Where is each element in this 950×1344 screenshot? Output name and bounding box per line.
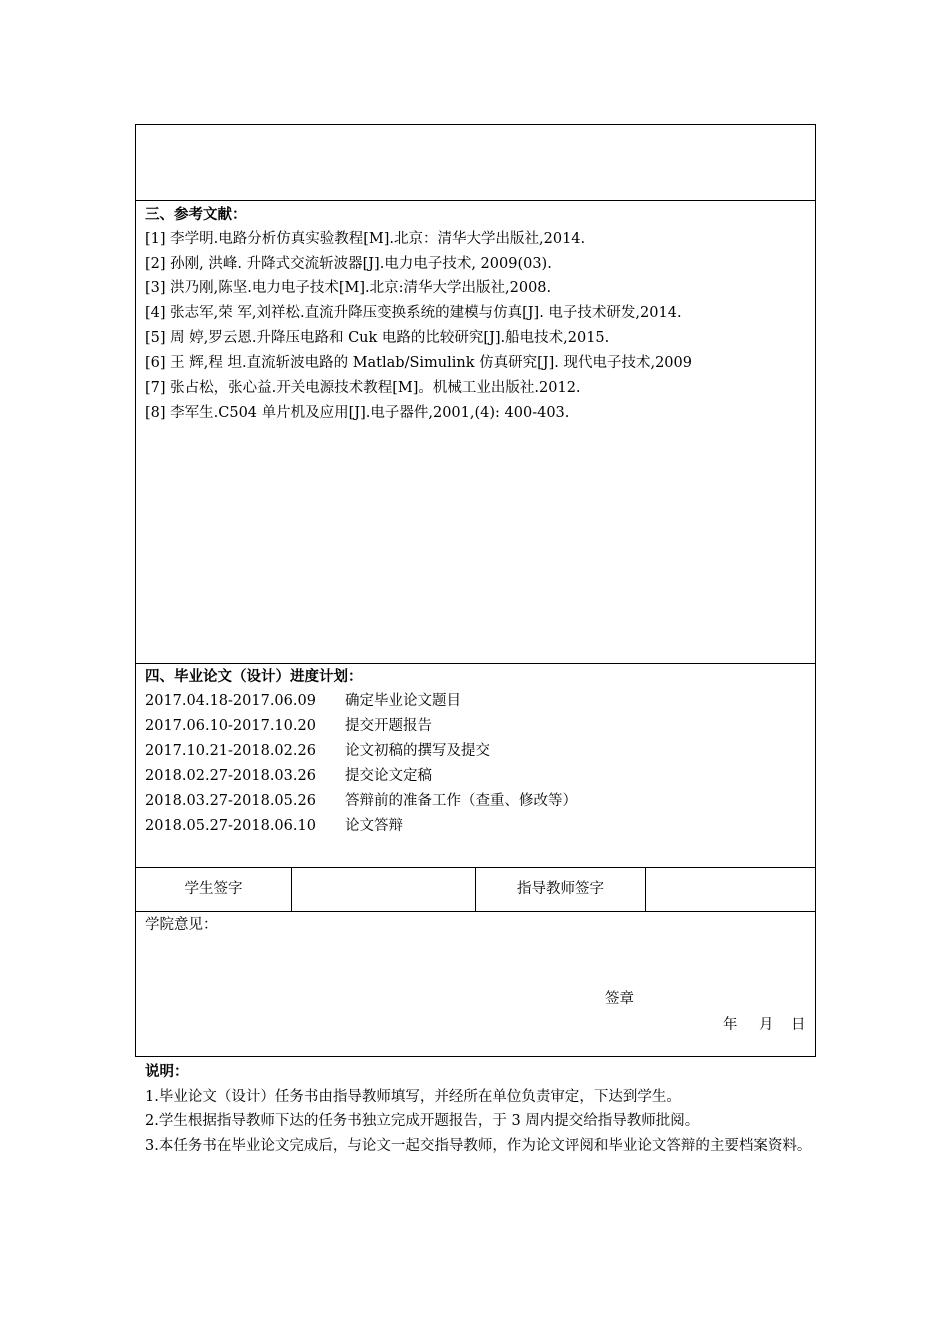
notes-heading: 说明： [145, 1063, 189, 1080]
reference-item: [1] 李学明.电路分析仿真实验教程[M].北京：清华大学出版社,2014. [145, 231, 586, 247]
task-form-table [135, 124, 816, 1057]
schedule-date: 2017.04.18-2017.06.09 [145, 693, 316, 709]
schedule-task: 论文初稿的撰写及提交 [345, 743, 490, 759]
student-signature-label: 学生签字 [184, 881, 243, 897]
divider [136, 200, 815, 201]
divider [645, 867, 646, 911]
schedule-task: 提交论文定稿 [345, 768, 432, 784]
schedule-date: 2017.10.21-2018.02.26 [145, 743, 316, 759]
reference-item: [5] 周 婷,罗云恩.升降压电路和 Cuk 电路的比较研究[J].船电技术,2015. [145, 330, 610, 346]
reference-item: [4] 张志军,荣 军,刘祥松.直流升降压变换系统的建模与仿真[J]. 电子技术研发,2014. [145, 305, 682, 321]
schedule-task: 提交开题报告 [345, 718, 432, 734]
schedule-date: 2018.03.27-2018.05.26 [145, 793, 316, 809]
schedule-date: 2018.05.27-2018.06.10 [145, 818, 316, 834]
divider [291, 867, 292, 911]
reference-item: [2] 孙刚, 洪峰. 升降式交流斩波器[J].电力电子技术, 2009(03). [145, 256, 552, 272]
schedule-task: 答辩前的准备工作（查重、修改等） [345, 793, 577, 809]
reference-item: [6] 王 辉,程 坦.直流斩波电路的 Matlab/Simulink 仿真研究[J]. 现代电子技术,2009 [145, 355, 692, 371]
advisor-signature-label: 指导教师签字 [517, 881, 604, 897]
date-year-label: 年 [723, 1017, 738, 1033]
schedule-date: 2018.02.27-2018.03.26 [145, 768, 316, 784]
note-item: 2.学生根据指导教师下达的任务书独立完成开题报告，于 3 周内提交给指导教师批阅。 [145, 1113, 700, 1129]
date-day-label: 日 [791, 1017, 806, 1033]
blank-section-cell [136, 125, 815, 200]
schedule-heading: 四、毕业论文（设计）进度计划： [145, 668, 363, 685]
notes-section [145, 1060, 815, 1158]
college-opinion-label: 学院意见： [145, 917, 218, 933]
reference-item: [7] 张占松，张心益.开关电源技术教程[M]。机械工业出版社.2012. [145, 380, 581, 396]
note-item: 3.本任务书在毕业论文完成后，与论文一起交指导教师，作为论文评阅和毕业论文答辩的主要档案资料。 [145, 1137, 812, 1154]
schedule-task: 确定毕业论文题目 [345, 693, 461, 709]
schedule-task: 论文答辩 [345, 818, 403, 834]
note-item: 1.毕业论文（设计）任务书由指导教师填写，并经所在单位负责审定，下达到学生。 [145, 1088, 681, 1105]
date-month-label: 月 [759, 1017, 774, 1033]
stamp-label: 签章 [605, 991, 634, 1007]
references-heading: 三、参考文献： [145, 206, 247, 223]
schedule-date: 2017.06.10-2017.10.20 [145, 718, 316, 734]
divider [136, 663, 815, 664]
divider [136, 911, 815, 912]
reference-item: [8] 李军生.C504 单片机及应用[J].电子器件,2001,(4): 400-403. [145, 405, 570, 421]
reference-item: [3] 洪乃刚,陈坚.电力电子技术[M].北京:清华大学出版社,2008. [145, 280, 552, 296]
